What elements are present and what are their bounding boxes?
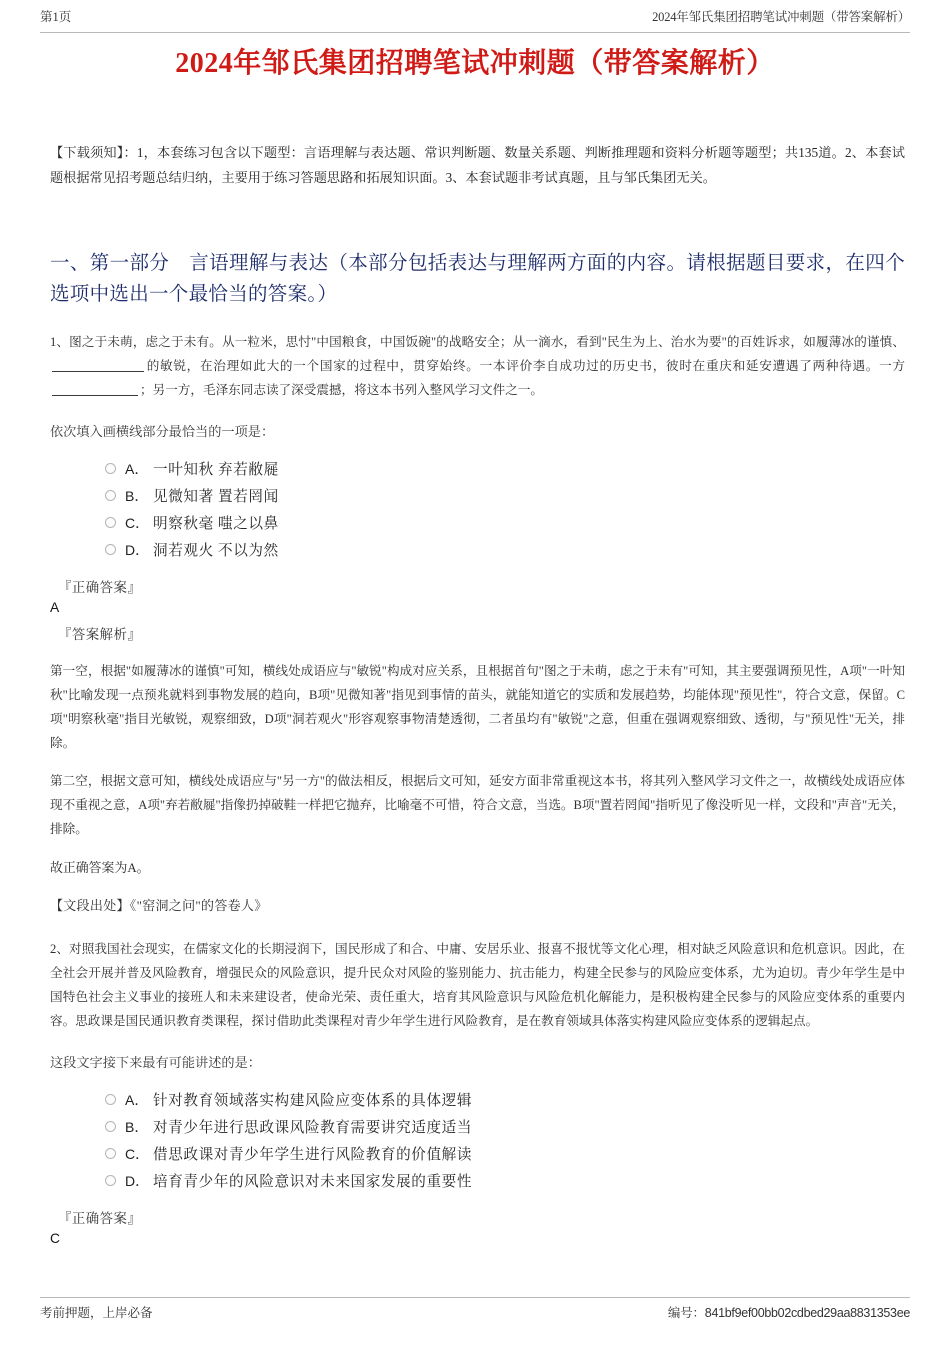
- question-2-prompt: 这段文字接下来最有可能讲述的是：: [50, 1055, 261, 1070]
- footer-slogan: 考前押题，上岸必备: [40, 1306, 153, 1320]
- radio-button-icon[interactable]: [105, 517, 116, 528]
- option-label: 借思政课对青少年学生进行风险教育的价值解读: [153, 1147, 473, 1163]
- option-label: 见微知著 置若罔闻: [153, 489, 279, 505]
- radio-button-icon[interactable]: [105, 490, 116, 501]
- page-number-marker: 第1页: [40, 10, 72, 24]
- question-1-answer-value: A: [50, 600, 60, 615]
- option-label: 对青少年进行思政课风险教育需要讲究适度适当: [153, 1120, 473, 1136]
- option-letter: B．: [125, 1118, 149, 1135]
- question-1-stem-part3: ；另一方，毛泽东同志读了深受震撼，将这本书列入整风学习文件之一。: [140, 383, 543, 397]
- option-letter: C．: [125, 1145, 150, 1162]
- option-label: 针对教育领域落实构建风险应变体系的具体逻辑: [153, 1093, 473, 1109]
- option-row[interactable]: [105, 1113, 905, 1140]
- question-2-stem: 2、对照我国社会现实，在儒家文化的长期浸润下，国民形成了和合、中庸、安居乐业、报喜不报忧等文化心理，相对缺乏风险意识和危机意识。因此，在全社会开展并普及风险教育，增强民众的风险意识，提升民众对风险的鉴别能力、抗击能力，构建全民参与的风险应变体系，尤为迫切。青少年学生是中国特色社会主义事业的接班人和未来建设者，使命光荣、责任重大，培育其风险意识与风险危机化解能力，是积极构建全民参与的风险应变体系的重要内容。思政课是国民通识教育类课程，探讨借助此类课程对青少年学生进行风险教育，是在教育领域具体落实构建风险应变体系的逻辑起点。: [50, 942, 905, 1028]
- question-block-1: [50, 330, 905, 917]
- footer-code-label: 编号：: [667, 1306, 705, 1320]
- option-row[interactable]: [105, 1086, 905, 1113]
- option-label: 洞若观火 不以为然: [153, 543, 279, 559]
- document-content: [50, 140, 905, 1249]
- option-letter: A．: [125, 460, 149, 477]
- page-footer: [40, 1297, 910, 1321]
- option-letter: D．: [125, 541, 150, 558]
- question-1-prompt: 依次填入画横线部分最恰当的一项是：: [50, 424, 275, 439]
- footer-code-value: 841bf9ef00bb02cdbed29aa8831353ee: [704, 1306, 910, 1320]
- fill-blank-2: [52, 395, 138, 396]
- option-letter: A．: [125, 1091, 149, 1108]
- option-letter: C．: [125, 514, 150, 531]
- question-2-answer-value: C: [50, 1231, 60, 1246]
- option-label: 培育青少年的风险意识对未来国家发展的重要性: [153, 1174, 473, 1190]
- option-letter: B．: [125, 487, 149, 504]
- option-row[interactable]: [105, 1140, 905, 1167]
- radio-button-icon[interactable]: [105, 1148, 116, 1159]
- radio-button-icon[interactable]: [105, 1121, 116, 1132]
- download-notice: 【下载须知】：1，本套练习包含以下题型：言语理解与表达题、常识判断题、数量关系题、判断推理题和资料分析题等题型；共135道。2、本套试题根据常见招考题总结归纳，主要用于练习答题思路和拓展知识面。3、本套试题非考试真题，且与邹氏集团无关。: [50, 145, 905, 185]
- fill-blank-1: [52, 371, 144, 372]
- radio-button-icon[interactable]: [105, 463, 116, 474]
- option-row[interactable]: [105, 509, 905, 536]
- option-row[interactable]: [105, 1167, 905, 1194]
- section-heading: 一、第一部分 言语理解与表达（本部分包括表达与理解两方面的内容。请根据题目要求，在四个选项中选出一个最恰当的答案。）: [50, 253, 905, 305]
- question-1-stem-part1: 1、图之于未萌，虑之于未有。从一粒米，思忖"中国粮食，中国饭碗"的战略安全；从一滴水，看到"民生为上、治水为要"的百姓诉求，如履薄冰的谨慎、: [50, 335, 905, 349]
- radio-button-icon[interactable]: [105, 1094, 116, 1105]
- option-letter: D．: [125, 1172, 150, 1189]
- question-2-options: [105, 1086, 905, 1194]
- option-row[interactable]: [105, 482, 905, 509]
- question-1-options: [105, 455, 905, 563]
- footer-document-code: [668, 1305, 910, 1321]
- radio-button-icon[interactable]: [105, 544, 116, 555]
- page-title: 2024年邹氏集团招聘笔试冲刺题（带答案解析）: [175, 48, 775, 79]
- header-running-title: 2024年邹氏集团招聘笔试冲刺题（带答案解析）: [652, 10, 910, 24]
- question-1-explanation-label: 『答案解析』: [58, 627, 142, 642]
- question-block-2: [50, 937, 905, 1249]
- option-label: 明察秋毫 嗤之以鼻: [153, 516, 279, 532]
- option-label: 一叶知秋 弃若敝屣: [153, 462, 279, 478]
- page-header: [40, 10, 910, 33]
- question-1-source: 【文段出处】《"窑洞之问"的答卷人》: [50, 898, 268, 913]
- question-1-conclusion: 故正确答案为A。: [50, 861, 150, 875]
- question-1-stem: [50, 330, 905, 402]
- question-2-answer-label: 『正确答案』: [58, 1211, 142, 1226]
- option-row[interactable]: [105, 536, 905, 563]
- question-1-stem-part2: 的敏锐，在治理如此大的一个国家的过程中，贯穿始终。一本评价李自成功过的历史书，彼时在重庆和延安遭遇了两种待遇。一方: [146, 359, 905, 373]
- question-1-explanation-paragraph-1: 第一空，根据"如履薄冰的谨慎"可知，横线处成语应与"敏锐"构成对应关系，且根据首句"图之于未萌，虑之于未有"可知，其主要强调预见性，A项"一叶知秋"比喻发现一点预兆就料到事物发展的趋向，B项"见微知著"指见到事情的苗头，就能知道它的实质和发展趋势，均能体现"预见性"，符合文意，保留。C项"明察秋毫"指目光敏锐，观察细致，D项"洞若观火"形容观察事物清楚透彻，二者虽均有"敏锐"之意，但重在强调观察细致、透彻，与"预见性"无关，排除。: [50, 664, 905, 750]
- question-1-answer-label: 『正确答案』: [58, 580, 142, 595]
- option-row[interactable]: [105, 455, 905, 482]
- question-1-explanation-paragraph-2: 第二空，根据文意可知，横线处成语应与"另一方"的做法相反，根据后文可知，延安方面非常重视这本书，将其列入整风学习文件之一，故横线处成语应体现不重视之意，A项"弃若敝屣"指像扔掉破鞋一样把它抛弃，比喻毫不可惜，符合文意，当选。B项"置若罔闻"指听见了像没听见一样，文段和"声音"无关，排除。: [50, 774, 905, 836]
- radio-button-icon[interactable]: [105, 1175, 116, 1186]
